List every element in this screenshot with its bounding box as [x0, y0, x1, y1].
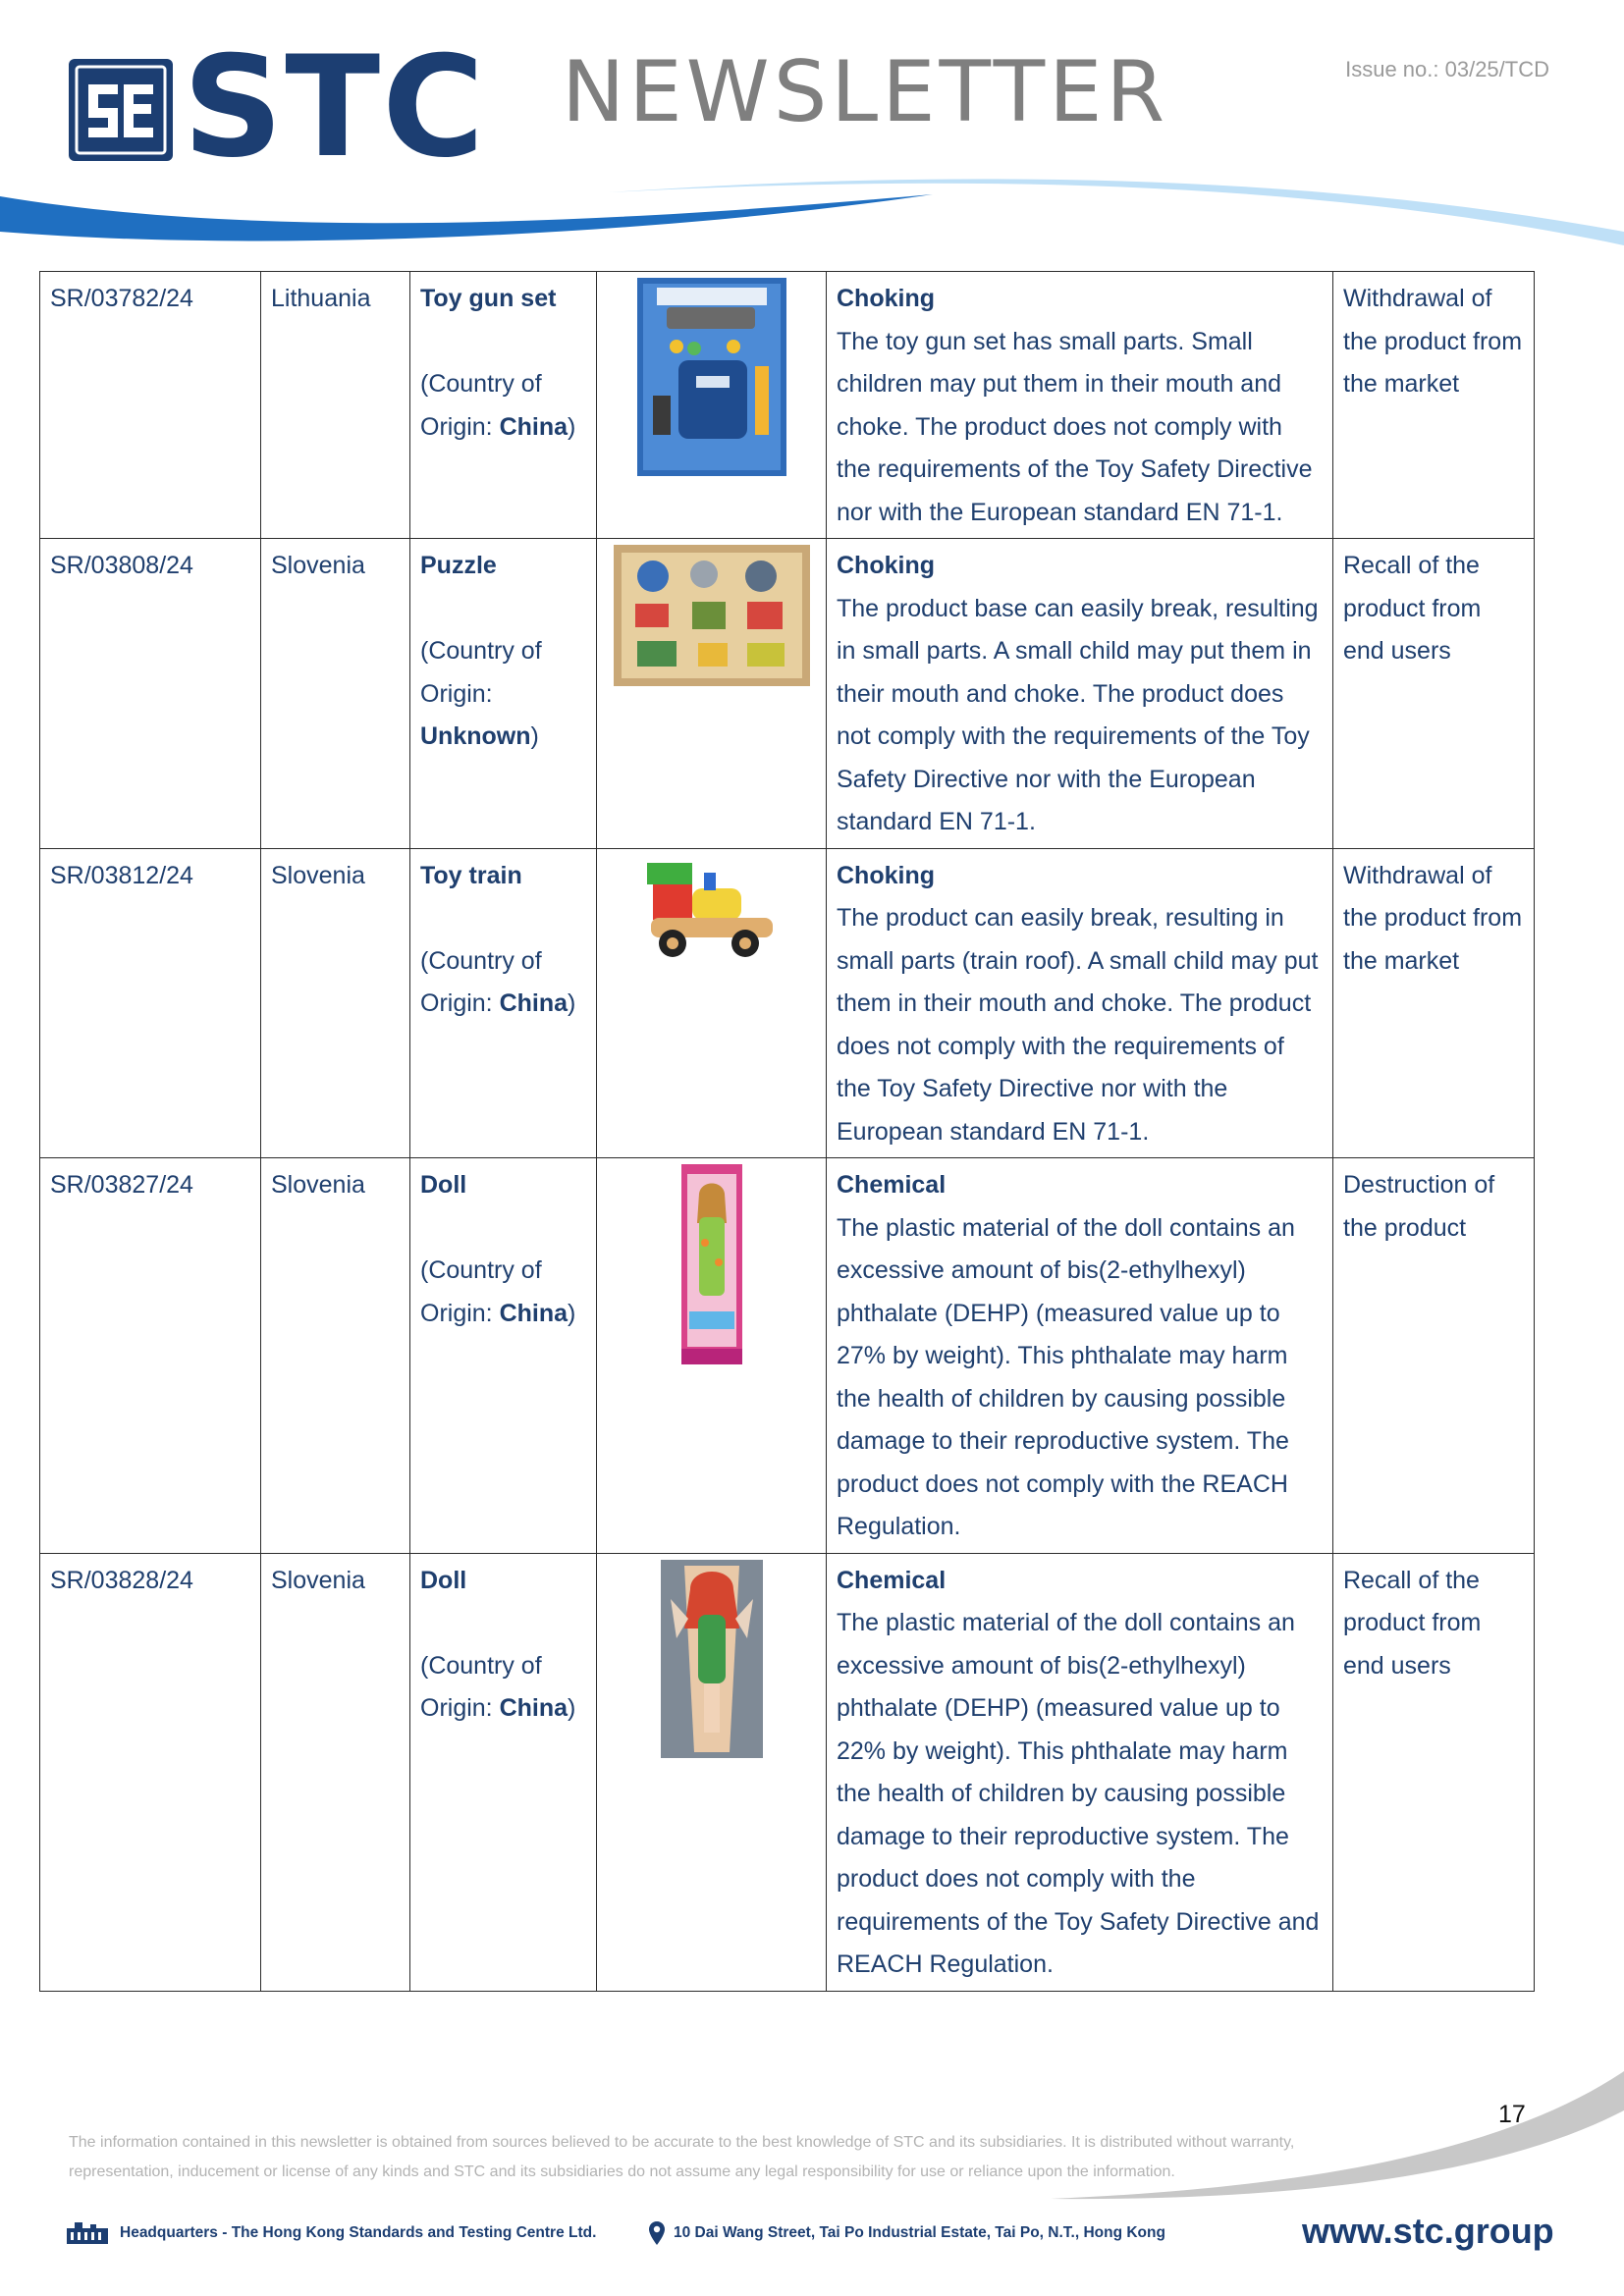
risk-description: The plastic material of the doll contains an excessive amount of bis(2-ethylhexyl) phthalate (DEHP) (measured value up to 22% by weight). This phthalate may harm the health of children by causing possible damage to their reproductive system. The product does not comply with the requirements of the Toy Safety Directive and REACH Regulation.	[837, 1609, 1320, 1978]
notifying-country: Slovenia	[271, 861, 365, 889]
risk-cell	[827, 539, 1333, 849]
product-name: Toy gun set	[420, 285, 557, 312]
country-of-origin: (Country of Origin: China)	[420, 1651, 576, 1722]
reference-number: SR/03808/24	[50, 552, 193, 579]
origin-country: Unknown	[420, 722, 531, 750]
country-cell	[261, 1553, 410, 1991]
doll-box-photo	[681, 1164, 742, 1379]
table-row	[40, 272, 1535, 539]
product-image-cell	[597, 1158, 827, 1554]
product-name: Doll	[420, 1566, 467, 1594]
table-row	[40, 1553, 1535, 1991]
address-text: 10 Dai Wang Street, Tai Po Industrial Estate, Tai Po, N.T., Hong Kong	[674, 2224, 1165, 2241]
page-number: 17	[1498, 2101, 1526, 2128]
product-image-cell	[597, 272, 827, 539]
country-cell	[261, 848, 410, 1158]
reference-number-cell	[40, 272, 261, 539]
stc-logo-icon	[67, 57, 175, 163]
product-cell	[410, 848, 597, 1158]
risk-description: The product can easily break, resulting in small parts (train roof). A small child may put them in their mouth and choke. The product does not comply with the requirements of the Toy Safety Directive nor with the European standard EN 71-1.	[837, 904, 1319, 1146]
toy-train-photo	[643, 855, 781, 978]
country-of-origin: (Country of Origin: China)	[420, 1256, 576, 1327]
notifying-country: Slovenia	[271, 1171, 365, 1199]
reference-number-cell	[40, 539, 261, 849]
reference-number-cell	[40, 1553, 261, 1991]
product-cell	[410, 272, 597, 539]
measures-taken: Destruction of the product	[1343, 1171, 1495, 1242]
headquarters-info	[65, 2220, 596, 2246]
origin-country: China	[499, 989, 568, 1017]
notifying-country: Slovenia	[271, 1566, 365, 1594]
product-cell	[410, 1158, 597, 1554]
measures-taken: Withdrawal of the product from the market	[1343, 861, 1523, 975]
country-cell	[261, 1158, 410, 1554]
measures-taken: Recall of the product from end users	[1343, 1566, 1482, 1680]
measures-taken: Recall of the product from end users	[1343, 552, 1482, 665]
risk-description: The product base can easily break, resulting in small parts. A small child may put them in their mouth and choke. The product does not comply with the requirements of the Toy Safety Directive nor with the European standard EN 71-1.	[837, 594, 1319, 835]
country-cell	[261, 272, 410, 539]
address-info	[648, 2220, 1165, 2246]
reference-number-cell	[40, 1158, 261, 1554]
newsletter-title: NEWSLETTER	[562, 43, 1169, 141]
origin-country: China	[499, 1299, 568, 1327]
measure-cell	[1333, 1553, 1535, 1991]
measure-cell	[1333, 848, 1535, 1158]
measure-cell	[1333, 272, 1535, 539]
product-name: Puzzle	[420, 552, 497, 579]
page-header	[0, 0, 1624, 255]
measure-cell	[1333, 539, 1535, 849]
product-cell	[410, 1553, 597, 1991]
notifying-country: Slovenia	[271, 552, 365, 579]
table-row	[40, 1158, 1535, 1554]
reference-number: SR/03782/24	[50, 285, 193, 312]
country-of-origin: (Country of Origin: Unknown)	[420, 637, 542, 750]
building-icon	[65, 2220, 110, 2246]
product-image-cell	[597, 539, 827, 849]
product-image-cell	[597, 1553, 827, 1991]
recall-table	[39, 271, 1535, 1992]
reference-number: SR/03827/24	[50, 1171, 193, 1199]
reference-number: SR/03828/24	[50, 1566, 193, 1594]
notifying-country: Lithuania	[271, 285, 371, 312]
risk-type: Chemical	[837, 1171, 947, 1199]
country-of-origin: (Country of Origin: China)	[420, 946, 576, 1017]
product-name: Doll	[420, 1171, 467, 1199]
risk-description: The toy gun set has small parts. Small children may put them in their mouth and choke. The product does not comply with the requirements of the Toy Safety Directive nor with the European standard EN 71-1.	[837, 327, 1313, 526]
header-swoosh-decoration	[0, 177, 1624, 255]
product-image-cell	[597, 848, 827, 1158]
risk-cell	[827, 272, 1333, 539]
risk-cell	[827, 1158, 1333, 1554]
doll-photo	[661, 1560, 763, 1773]
risk-type: Choking	[837, 861, 935, 889]
risk-cell	[827, 848, 1333, 1158]
measure-cell	[1333, 1158, 1535, 1554]
website-link[interactable]: www.stc.group	[1302, 2211, 1554, 2251]
location-pin-icon	[648, 2220, 666, 2246]
product-name: Toy train	[420, 861, 522, 889]
risk-type: Choking	[837, 285, 935, 312]
headquarters-text: Headquarters - The Hong Kong Standards and Testing Centre Ltd.	[120, 2224, 597, 2241]
product-cell	[410, 539, 597, 849]
brand-wordmark: STC	[183, 27, 487, 188]
risk-type: Chemical	[837, 1566, 947, 1594]
table-row	[40, 539, 1535, 849]
origin-country: China	[499, 1694, 568, 1722]
disclaimer-text: The information contained in this newsletter is obtained from sources believed to be accurate to the best knowledge of STC and its subsidiaries. It is distributed without warranty, representation, inducement or license of any kinds and STC and its subsidiaries do not assume any legal responsibility for use or reliance upon the information.	[69, 2134, 1295, 2180]
toy-gun-set-photo	[637, 278, 786, 491]
country-of-origin: (Country of Origin: China)	[420, 370, 576, 441]
risk-cell	[827, 1553, 1333, 1991]
reference-number: SR/03812/24	[50, 861, 193, 889]
country-cell	[261, 539, 410, 849]
measures-taken: Withdrawal of the product from the market	[1343, 285, 1523, 398]
origin-country: China	[499, 412, 568, 441]
table-row	[40, 848, 1535, 1158]
risk-type: Choking	[837, 552, 935, 579]
footer-swoosh-decoration	[982, 2052, 1624, 2209]
issue-number: Issue no.: 03/25/TCD	[1345, 57, 1549, 81]
risk-description: The plastic material of the doll contains an excessive amount of bis(2-ethylhexyl) phthalate (DEHP) (measured value up to 27% by weight). This phthalate may harm the health of children by causing possible damage to their reproductive system. The product does not comply with the REACH Regulation.	[837, 1213, 1295, 1540]
puzzle-photo	[614, 545, 810, 701]
reference-number-cell	[40, 848, 261, 1158]
